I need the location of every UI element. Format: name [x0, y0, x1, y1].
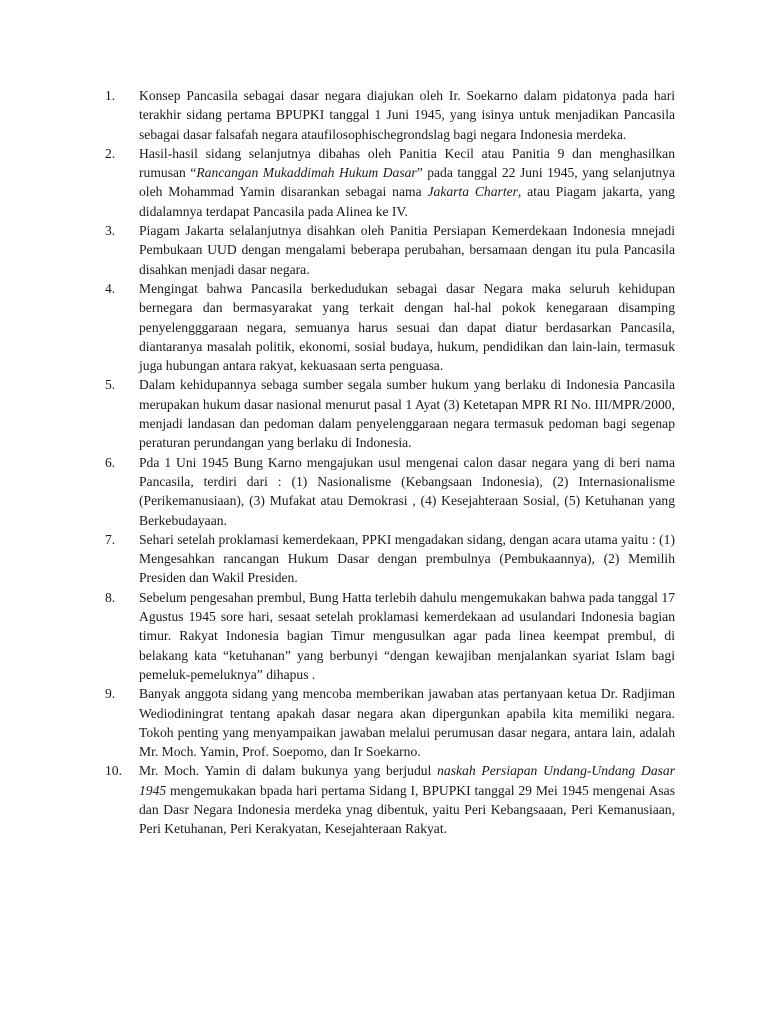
italic-title: naskah Persiapan Undang-Undang Dasar 1945 [139, 763, 675, 798]
item-number: 9. [105, 686, 116, 702]
item-text: Mr. Moch. Yamin di dalam bukunya yang berjudul naskah Persiapan Undang-Undang Dasar 1945 mengemukakan bpada hari pertama Sidang I, BPUPKI tanggal 29 Mei 1945 mengenai Asas dan Dasr Negara Indonesia merdeka ynag dibentuk, yaitu Peri Kebangsaaan, Peri Kemanusiaan, Peri Ketuhanan, Peri Kerakyatan, Kesejahteraan Rakyat. [139, 763, 675, 837]
item-number: 3. [105, 223, 116, 239]
item-text: Mengingat bahwa Pancasila berkedudukan sebagai dasar Negara maka seluruh kehidupan bernegara dan bermasyarakat yang terkait dengan hal-hal pokok kenegaraan disamping penyelengggaraan negara, semuanya harus sesuai dan dapat diatur berdasarkan Pancasila, diantaranya masalah politik, ekonomi, sosial budaya, hukum, pendidikan dan lain-lain, termasuk juga hubungan antara rakyat, kekuasaan serta penguasa. [139, 280, 675, 374]
item-number: 8. [105, 589, 116, 605]
list-item [105, 86, 675, 144]
item-text: Hasil-hasil sidang selanjutnya dibahas oleh Panitia Kecil atau Panitia 9 dan menghasilkan rumusan “Rancangan Mukaddimah Hukum Dasar” pada tanggal 22 Juni 1945, yang selanjutnya oleh Mohammad Yamin disarankan sebagai nama Jakarta Charter, atau Piagam jakarta, yang didalamnya terdapat Pancasila pada Alinea ke IV. [139, 145, 675, 219]
list-item [105, 530, 675, 588]
item-text: Dalam kehidupannya sebaga sumber segala sumber hukum yang berlaku di Indonesia Pancasila merupakan hukum dasar nasional menurut pasal 1 Ayat (3) Ketetapan MPR RI No. III/MPR/2000, menjadi landasan dan pedoman dalam penyelenggaraan negara termasuk pedoman bagi segenap peraturan perundangan yang berlaku di Indonesia. [139, 377, 675, 451]
item-text: Pda 1 Uni 1945 Bung Karno mengajukan usul mengenai calon dasar negara yang di beri nama Pancasila, terdiri dari : (1) Nasionalisme (Kebangsaan Indonesia), (2) Internasionalisme (Perikemanusiaan), (3) Mufakat atau Demokrasi , (4) Kesejahteraan Sosial, (5) Ketuhanan yang Berkebudayaan. [139, 454, 675, 528]
italic-title: Rancangan Mukaddimah Hukum Dasar [196, 165, 417, 181]
item-text: Sehari setelah proklamasi kemerdekaan, PPKI mengadakan sidang, dengan acara utama yaitu : (1) Mengesahkan rancangan Hukum Dasar dengan prembulnya (Pembukaannya), (2) Memilih Presiden dan Wakil Presiden. [139, 531, 675, 586]
item-number: 1. [105, 88, 116, 103]
item-number: 10. [105, 763, 122, 779]
item-text: Konsep Pancasila sebagai dasar negara diajukan oleh Ir. Soekarno dalam pidatonya pada hari terakhir sidang pertama BPUPKI tanggal 1 Juni 1945, yang isinya untuk menjadikan Pancasila sebagai dasar falsafah negara ataufilosophischegrondslag bagi negara Indonesia merdeka. [139, 88, 675, 142]
item-number: 4. [105, 280, 116, 296]
list-item [105, 588, 675, 684]
list-item [105, 279, 675, 375]
item-text: Sebelum pengesahan prembul, Bung Hatta terlebih dahulu mengemukakan bahwa pada tanggal 17 Agustus 1945 sore hari, sesaat setelah proklamasi kemerdekaan ad usulandari Indonesia bagian timur. Rakyat Indonesia bagian Timur mengusulkan agar pada linea keempat prembul, di belakang kata “ketuhanan” yang berbunyi “dengan kewajiban menjalankan syariat Islam bagi pemeluk-pemeluknya” dihapus . [139, 589, 675, 682]
list-item [105, 684, 675, 761]
numbered-list [105, 86, 675, 839]
list-item [105, 144, 675, 221]
item-number: 7. [105, 531, 116, 547]
item-number: 6. [105, 454, 116, 470]
list-item [105, 375, 675, 452]
italic-title: Jakarta Charter [427, 184, 518, 200]
list-item [105, 453, 675, 530]
item-text: Piagam Jakarta selalanjutnya disahkan oleh Panitia Persiapan Kemerdekaan Indonesia mnejadi Pembukaan UUD dengan mengalami beberapa perubahan, bersamaan dengan itu pula Pancasila disahkan menjadi dasar negara. [139, 223, 675, 277]
item-number: 2. [105, 145, 116, 161]
list-item [105, 221, 675, 279]
item-number: 5. [105, 377, 116, 393]
item-text: Banyak anggota sidang yang mencoba memberikan jawaban atas pertanyaan ketua Dr. Radjiman Wediodiningrat tentang apakah dasar negara akan dipergunkan apabila kita memiliki negara. Tokoh penting yang menyampaikan jawaban melalui perumusan dasar negara, antara lain, adalah Mr. Moch. Yamin, Prof. Soepomo, dan Ir Soekarno. [139, 686, 675, 760]
list-item [105, 761, 675, 838]
